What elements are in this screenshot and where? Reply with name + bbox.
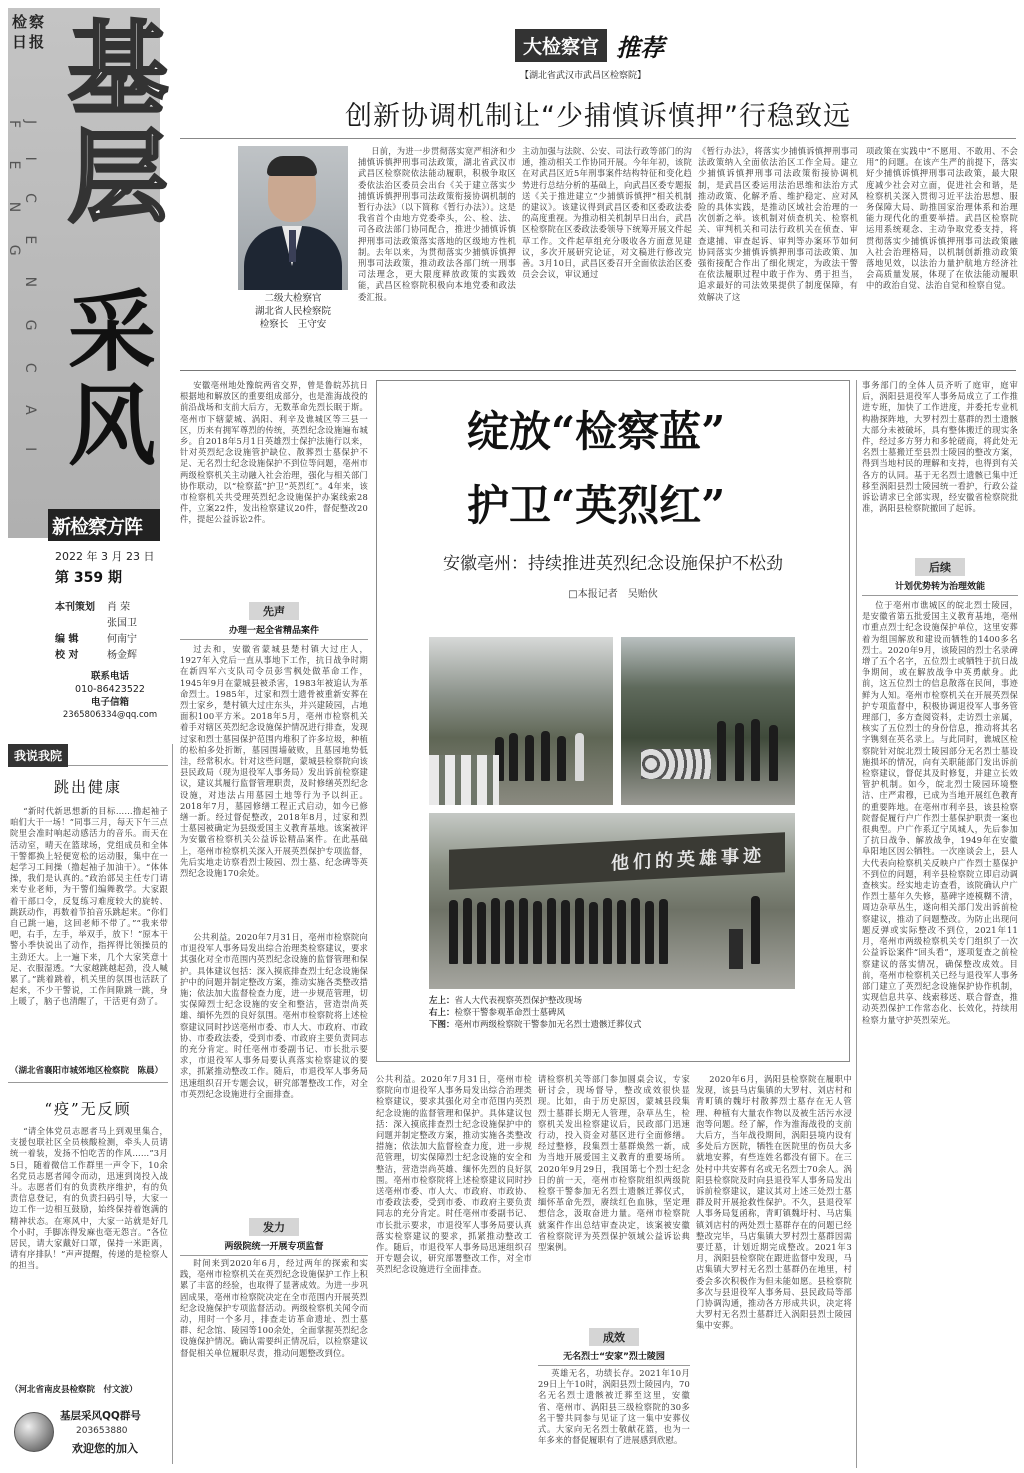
contact-label: 联系电话	[90, 671, 129, 682]
main-byline: □本报记者 吴贻伙	[568, 589, 658, 600]
paper-logo	[12, 12, 52, 60]
left-column-divider	[8, 1082, 168, 1083]
staff-row: 张国卫	[107, 618, 137, 629]
section2-title: 两级院统一开展专项监督	[180, 1239, 368, 1256]
main-intro: 安徽亳州地处豫皖两省交界，曾是鲁皖苏抗日根据地和解放区的重要组成部分，也是淮海战役的前沿战场和支前大后方，无数革命先烈长眠于斯。亳州市下辖蒙城、涡阳、利辛及谯城区等三县一区，历来有拥军尊烈的传统，英烈纪念设施遍布城乡。自2018年5月1日英雄烈士保护法施行以来，针对英烈纪念设施管护缺位、散葬烈士墓保护不足、无名烈士纪念设施保护不到位等问题，亳州市两级检察机关主动融入社会治理，强化与相关部门协作联动，以“检察蓝”护卫“英烈红”。4年来，该市检察机关共受理英烈纪念设施保护办案线索28件，立案22件，发出检察建议20件，督促整改20件，提起公益诉讼2件。	[180, 380, 368, 525]
wreaths	[641, 749, 711, 779]
kicker-box: 大检察官	[515, 29, 607, 62]
photo-bottom	[429, 813, 795, 989]
qq-number: 203653880	[76, 1426, 128, 1436]
section4-body: 位于亳州市谯城区的皖北烈士陵园，是安徽省第五批爱国主义教育基地，亳州市重点烈士纪念设施保护单位，这里安葬着为组国解放和建设而牺牲的1400多名烈士。2020年9月，该陵园的烈士名录碑增了五个名字，五位烈士或牺牲于抗日战争期间，或在解放战争中英勇献身。此前，这五位烈士的信息散落在民间，事迹鲜为人知。亳州市检察机关在开展英烈保护专项监督中，积极协调退役军人事务管理部门，多方查阅资料，走访烈士亲属，核实了五位烈士的身份信息，推动将其名字镌刻在英名录上。与此同时，谯城区检察院针对皖北烈士陵园部分无名烈士墓设施损坏的情况，向有关职能部门发出诉前检察建议，督促其及时修复，并建立长效管护机制。如今，皖北烈士陵园环境整洁、庄严肃穆，已成为当地开展红色教育的重要阵地。在亳州市利辛县，该县检察院督促履行户广作烈士墓保护职责一案也很典型。户广作系辽宁凤城人，先后参加了抗日战争、解放战争，1949年在安徽阜阳地区因公牺牲。一次座谈会上，县人大代表向检察机关反映户广作烈士墓保护不到位的问题，利辛县检察院立即启动调查核实。经实地走访查看，该院确认户广作烈士墓年久失修，墓碑字迹模糊不清，周边杂草丛生，遂向相关部门发出诉前检察建议，推动了问题整改。为防止出现问题反弹或实际整改不到位，2021年11月，亳州市两级检察机关专门组织了一次公益诉讼案件“回头看”，逐项复查之前检察建议的落实情况，确保整改成效。目前，亳州市检察机关已经与退役军人事务部门建立了英烈纪念设施保护协作机制，实现信息共享、线索移送、联合督查，推动英烈保护工作常态化、长效化，持续用检察力量守护英烈荣光。	[862, 600, 1018, 1025]
person-figure	[645, 901, 654, 964]
section2-header	[180, 1216, 368, 1256]
top-feature-kicker	[515, 28, 664, 60]
paper-logo-text: 检察日报	[12, 13, 47, 51]
person-figure	[751, 719, 760, 781]
main-headline-line2: 护卫“英烈红”	[467, 481, 726, 530]
person-figure	[541, 731, 550, 781]
person-figure	[533, 901, 542, 964]
masthead-banner	[48, 509, 160, 541]
right-col-top: 事务部门的全体人员齐听了庭审，庭审后，涡阳县退役军人事务局成立了工作推进专班，加快了工作进度，并委托专业机构勘探阵地，大罗村烈士墓群的烈士遗骸大部分未被破坏，具有整体搬迁的现实条件，经过多方努力和多轮磋商，将此处无名烈士墓搬迁至县烈士陵园的整改方案，得到当地村民的理解和支持，也得到有关各方的认同。基于无名烈士遗骸已集中迁移至涡阳县烈士陵园统一看护，行政公益诉讼请求已全部实现，经安徽省检察院批准，涡阳县检察院撤回了起诉。	[862, 380, 1018, 514]
section3-title: 无名烈士“安家”烈士陵园	[538, 1349, 690, 1366]
headline-underline	[180, 138, 1016, 139]
top-feature-col3: 《暂行办法》，将落实少捕慎诉慎押刑事司法政策纳入全面依法治区工作全局。建立少捕慎诉慎押刑事司法政策衔接协调机制，是武昌区委运用法治思维和法治方式推动政策、化解矛盾、维护稳定、应对风险的具体实践，是推动区域社会治理的一次创新之举。该机制对侦查机关、检察机关、审判机关和司法行政机关在侦查、审查逮捕、审查起诉、审判等办案环节如何协同落实少捕慎诉慎押刑事司法政策、加强衔接配合作出了细化规定，为政法干警在依法履职过程中敢于作为、勇于担当，追求最好的司法效果提供了制度保障，有效解决了这	[698, 146, 858, 302]
person-figure	[717, 721, 726, 781]
person-figure	[617, 900, 626, 964]
mid-col-b: 请检察机关等部门参加圆桌会议，专家研讨会，现场督导，整改成效很快显现。比如，由于历史原因，蒙城县段集烈士墓群长期无人管理，杂草丛生，检察机关发出检察建议后，民政部门迅速行动，投入资金对墓区进行全面修缮。经过整修，段集烈士墓群焕然一新，成为当地开展爱国主义教育的重要场所。2020年9月29日，我国第七个烈士纪念日的前一天，亳州市检察院组织两级院检察干警参加无名烈士遗骸迁葬仪式，缅怀革命先烈，赓续红色血脉，坚定理想信念，汲取奋进力量。亳州市检察院就案件作出总结审查决定，该案被安徽省检察院评为英烈保护领域公益诉讼典型案例。	[538, 1074, 690, 1253]
qq-group-block	[8, 1404, 168, 1464]
portrait-hair	[267, 156, 317, 176]
person-figure	[505, 900, 514, 964]
tombstones	[429, 755, 499, 805]
article2-title: “疫”无反顾	[44, 1100, 132, 1118]
person-figure	[477, 902, 486, 964]
contact-phone: 010-86423522	[75, 684, 145, 695]
top-feature-headline: 创新协调机制让“少捕慎诉慎押”行稳致远	[345, 101, 851, 132]
masthead-banner-text: 新检察方阵	[52, 516, 143, 538]
main-subhead: 安徽亳州：持续推进英烈纪念设施保护不松劲	[443, 554, 783, 574]
person-figure	[525, 735, 534, 781]
globe-icon	[14, 1412, 54, 1452]
masthead-title-top: 基层	[51, 16, 168, 232]
issue-info	[55, 548, 165, 587]
person-figure	[575, 733, 584, 781]
person-figure	[575, 898, 584, 964]
article1-author: （湖北省襄阳市城郊地区检察院 陈晨）	[10, 1066, 164, 1076]
kicker-script: 推荐	[616, 33, 665, 62]
article2-author: （河北省南皮县检察院 付文波）	[10, 1385, 138, 1395]
staff-row: 本刊策划 肖 荣	[55, 602, 131, 613]
caption-row: 右上：检察干警参观革命烈士墓碑风	[429, 1008, 566, 1018]
masthead-title-bottom: 采风	[54, 285, 158, 473]
section1-body: 过去和，安徽省蒙城县楚村镇大过庄人，1927年入党后一直从事地下工作，抗日战争时期在新四军六支队司令员彭雪枫处做革命工作，1945年9月在蒙城县被杀害，1983年被追认为革命烈士。1985年，过家和烈士遗骨被重新安葬在烈士家乡，楚村镇大过庄东头，并兴建陵园，占地面积100平方米。2018年5月，亳州市检察机关着手对辖区英烈纪念设施保护情况进行排查，发现过家和烈士墓园保护范围内堆积了许多垃圾，种植的松柏多处折断，墓园围墙破败，且墓园地势低洼，经常积水。针对这些问题，蒙城县检察院向该县民政局（现为退役军人事务局）发出诉前检察建议，建议其履行监督管理职责，及时修缮英烈纪念设施，对违法占用墓园土地等行为予以纠正。2018年7月，墓园修缮工程正式启动，如今已修缮一新。经过督促整改，2018年8月，过家和烈士墓园被确定为县级爱国主义教育基地。该案被评为安徽省检察机关公益诉讼精品案件。在此基础上，亳州市检察机关深入开展英烈保护专项监督，先后实地走访察看烈士陵园、烈士墓、纪念碑等英烈纪念设施170余处。	[180, 644, 368, 879]
email-label: 电子信箱	[90, 697, 129, 708]
section1-title: 办理一起全省精品案件	[180, 623, 368, 640]
caption-row: 左上：省人大代表视察英烈保护整改现场	[429, 996, 583, 1006]
section2-body: 时间来到2020年6月，经过两年的探索和实践，亳州市检察机关在英烈纪念设施保护工作上积累了丰富的经验，也取得了显著成效。为进一步巩固成果，亳州市检察院决定在全市范围内开展英烈纪念设施保护专项监督活动。两级检察机关闻令而动，用时一个多月，排查走访革命遗址、烈士墓群、纪念馆、陵园等100余处，全面掌握英烈纪念设施保护情况。确认需要纠正情况后，以检察建议督促相关单位履职尽责，推动问题整改到位。	[180, 1258, 368, 1358]
section4-header	[862, 556, 1018, 596]
mid-col-c: 2020年6月，涡阳县检察院在履职中发现，该县马店集镇的大罗村、刘店村和青町镇的魏圩村散葬烈士墓存在无人管理、种植有大量农作物以及被生活污水浸泡等问题。经了解，作为淮海战役的支前大后方，当年战役期间，涡阳县境内设有多处后方医院，牺牲在医院里的伤员大多就地安葬，有些连姓名都没有留下。在三处村中共安葬有名或无名烈士70余人。涡阳县检察院及时向县退役军人事务局发出诉前检察建议，建议其对上述三处烈士墓群及时开展抢救性保护。不久，县退役军人事务局复函称，青町镇魏圩村、马店集镇刘店村的两处烈士墓群存在的问题已经整改完毕，马店集镇大罗村烈士墓群因需要迁墓，计划近期完成整改。2021年3月，涡阳县检察院在跟进监督中发现，马店集镇大罗村无名烈士墓群仍在地里，村委会多次积极作为但未能如愿。县检察院多次与县退役军人事务局、县民政局等部门协调沟通，推动各方形成共识，决定将大罗村无名烈士墓群迁入涡阳县烈士陵园集中安葬。	[696, 1074, 852, 1331]
top-feature-col2: 主动加强与法院、公安、司法行政等部门的沟通，推动相关工作协同开展。今年年初，该院在对武昌区近5年刑事案件结构特征和变化趋势进行总结分析的基础上，向武昌区委专题报送《关于推进建立“少捕慎诉慎押”相关机制的建议》。该建议得到武昌区委和区委政法委的高度重视。为推动相关机制早日出台，武昌区检察院在区委政法委领导下统筹开展文件起草工作。文件起草组充分吸收各方面意见建议，多次开展研究论证，对文稿进行修改完善。3月10日，武昌区委召开全面依法治区委员会会议，审议通过	[522, 146, 692, 280]
left-column-rule	[172, 744, 173, 1464]
person-figure	[509, 733, 518, 781]
mid-col-a: 公共利益。2020年7月31日，亳州市检察院向市退役军人事务局发出综合治理类检察建议，要求其强化对全市范围内英烈纪念设施的监督管理和保护。具体建议包括：深入摸底排查烈士纪念设施保护中的问题并制定整改方案，推动实施各类整改措施；依法加大监督检查力度，进一步规范管理，切实保障烈士纪念设施的安全和整洁，营造崇尚英雄、缅怀先烈的良好氛围。亳州市检察院将上述检察建议同时抄送亳州市委、市人大、市政府、市政协、市委政法委，受到市委、市政府主要负责同志的充分肯定。时任亳州市委副书记、市长批示要求，市退役军人事务局要认真落实检察建议的要求，抓紧推动整改工作。随后，市退役军人事务局迅速组织召开专题会议，研究部署整改工作，对全市英烈纪念设施进行全面排查。	[376, 1074, 532, 1275]
article2-paragraph: “请全体党员志愿者马上到观里集合，支援包联社区全员核酸检测，牵头人员请统一着装，发扬不怕吃苦的作风……”3月5日，随着微信工作群里一声令下，10余名党员志愿者闻令而动，迅速到岗投入战斗。志愿者们有的负责秩序维护，有的负责信息登记，有的负责扫码引导，大家一边工作一边相互鼓励，始终保持着饱满的精神状态。在寒风中，大家一站就是好几个小时，手脚冻得发麻也毫无怨言。“各位居民，请大家戴好口罩，保持一米距离，请有序排队！”声声提醒，传递的是检察人的担当。	[10, 1126, 168, 1271]
person-figure	[659, 899, 668, 964]
portrait-photo	[238, 146, 348, 290]
top-feature-col4: 项政策在实践中“不愿用、不敢用、不会用”的问题。在该产生严的前提下，落实好少捕慎诉慎押刑事司法政策，最大限度减少社会对立面，促进社会和谐，是检察机关深入贯彻习近平法治思想、服务保障大局、助推国家治理体系和治理能力现代化的重要举措。武昌区检察院运用系统观念、主动争取党委支持，将贯彻落实少捕慎诉慎押刑事司法政策融入社会治理格局，以机制创新推动政策落地见效，以法治力量护航地方经济社会高质量发展，体现了在依法能动履职中的政治自觉、法治自觉和检察自觉。	[866, 146, 1018, 291]
section3-kicker: 成效	[589, 1328, 639, 1346]
section4-title: 计划优势转为治理效能	[862, 579, 1018, 596]
top-feature-bottom-rule	[180, 370, 1016, 371]
main-headline-line1: 绽放“检察蓝”	[467, 407, 726, 456]
caption-row: 下图：亳州市两级检察院干警参加无名烈士遗骸迁葬仪式	[429, 1020, 642, 1030]
qq-welcome: 欢迎您的加入	[72, 1442, 138, 1455]
staff-list	[55, 600, 165, 664]
photo-top-right	[621, 637, 795, 805]
person-figure	[735, 723, 744, 781]
person-figure	[769, 725, 778, 781]
memorial-wall	[449, 832, 785, 890]
issue-number: 第 359 期	[55, 570, 122, 586]
top-feature-col1: 日前，为进一步贯彻落实宽严相济和少捕慎诉慎押刑事司法政策，湖北省武汉市武昌区检察院依法能动履职，积极争取区委依法治区委员会出台《关于建立落实少捕慎诉慎押刑事司法政策衔接协调机制的暂行办法》（以下简称《暂行办法》）。这是我省首个由地方党委牵头，公、检、法、司各政法部门协同配合，推进少捕慎诉慎押刑事司法政策落实落地的区级地方性机制。去年以来，为贯彻落实少捕慎诉慎押刑事司法政策，推动政法各部门统一刑事司法理念，更大限度释放政策的实践效能，武昌区检察院积极向本地党委和政法委汇报。	[358, 146, 516, 302]
person-figure	[449, 900, 458, 964]
top-feature-unit: 【湖北省武汉市武昌区检察院】	[520, 71, 647, 81]
section1-kicker: 先声	[249, 602, 299, 620]
memorial-wall-text: 他们的英雄事迹	[611, 845, 765, 875]
person-figure	[751, 896, 760, 964]
person-figure	[519, 898, 528, 964]
article1-body	[10, 806, 168, 1042]
section4-kicker: 后续	[915, 558, 965, 576]
article1-paragraph: “新时代新思想新的目标……撸起袖子咱们大干一场！”同事三月，每天下午三点院里会准时响起动感活力的音乐。而天在活动室，晴天在篮球场，党组成员和全体干警都换上轻便宽松的运动服，集中在一起学习工间操（撸起袖子加油干）。“体体操，我们是认真的。”政治部吴主任专门请来专业老师，为干警们编舞教学。大家跟着干部口令，反复练习难度较大的旋转、跳跃动作，再数着节拍音乐跳起来。“你们自己跳一遍，这回老师不带了。”“我来带吧，右手，左手，举双手，放下！”原本干警小季快说出了动作，指挥得比领操员的主劲还大。上一遍下来，几个大家笑意十足、衣服湿透。“大家越跳越起劲，没人喊累了。”跳着跳着，机关里的氛围也活跃了起来，不少干警说，工作间隙跳一跳，身上暖了，脑子也清醒了，干活更有劲了。	[10, 806, 168, 1007]
person-figure	[631, 898, 640, 964]
person-figure	[589, 902, 598, 964]
section-tag-wosuo	[8, 744, 168, 766]
qq-group-label: 基层采风QQ群号	[60, 1410, 141, 1422]
section3-header	[538, 1326, 690, 1366]
portrait-caption: 二级大检察官 湖北省人民检察院 检察长 王守安	[254, 293, 331, 330]
person-figure	[603, 898, 612, 964]
section3-body: 英雄无名，功绩长存。2021年10月29日上午10时，涡阳县烈士陵园内，70名无名烈士遗骸被迁葬至这里，安徽省、亳州市、涡阳县三级检察院的30多名干警共同参与见证了这一集中安葬仪式。大家向无名烈士敬献花篮，也为一年多来的督促履职有了进展感到欣慰。	[538, 1368, 690, 1446]
contact-email: 2365806334@qq.com	[62, 710, 158, 720]
person-figure	[547, 898, 556, 964]
masthead-pinyin: J I C E N G C A I F E N G	[6, 120, 38, 466]
article1-title: 跳出健康	[53, 778, 122, 796]
photo-captions	[429, 995, 795, 1031]
contact-block	[55, 670, 165, 722]
staff-row: 校 对 杨金辉	[55, 650, 137, 661]
podium	[729, 929, 743, 969]
portrait-tie	[289, 230, 296, 262]
feature-box	[376, 380, 850, 1062]
issue-date: 2022 年 3 月 23 日	[55, 550, 155, 563]
section-tag-text: 我说我院	[8, 744, 68, 767]
column-rule	[856, 380, 857, 1468]
person-figure	[557, 736, 566, 781]
staff-row: 编 辑 何南宁	[55, 634, 137, 645]
person-figure	[561, 900, 570, 964]
person-figure	[491, 898, 500, 964]
section2-kicker: 发力	[249, 1218, 299, 1236]
photo-top-left	[429, 637, 613, 805]
person-figure	[463, 898, 472, 964]
article2-body	[10, 1126, 168, 1380]
section1-header	[180, 600, 368, 640]
section1-body-cont: 公共利益。2020年7月31日，亳州市检察院向市退役军人事务局发出综合治理类检察建议，要求其强化对全市范围内英烈纪念设施的监督管理和保护。具体建议包括：深入摸底排查烈士纪念设施保护中的问题并制定整改方案，推动实施各类整改措施；依法加大监督检查力度，进一步规范管理，切实保障烈士纪念设施的安全和整洁，营造崇尚英雄、缅怀先烈的良好氛围。亳州市检察院将上述检察建议同时抄送亳州市委、市人大、市政府、市政协、市委政法委，受到市委、市政府主要负责同志的充分肯定。时任亳州市委副书记、市长批示要求，市退役军人事务局要认真落实检察建议的要求，抓紧推动整改工作。随后，市退役军人事务局迅速组织召开专题会议，研究部署整改工作，对全市英烈纪念设施进行全面排查。	[180, 932, 368, 1099]
